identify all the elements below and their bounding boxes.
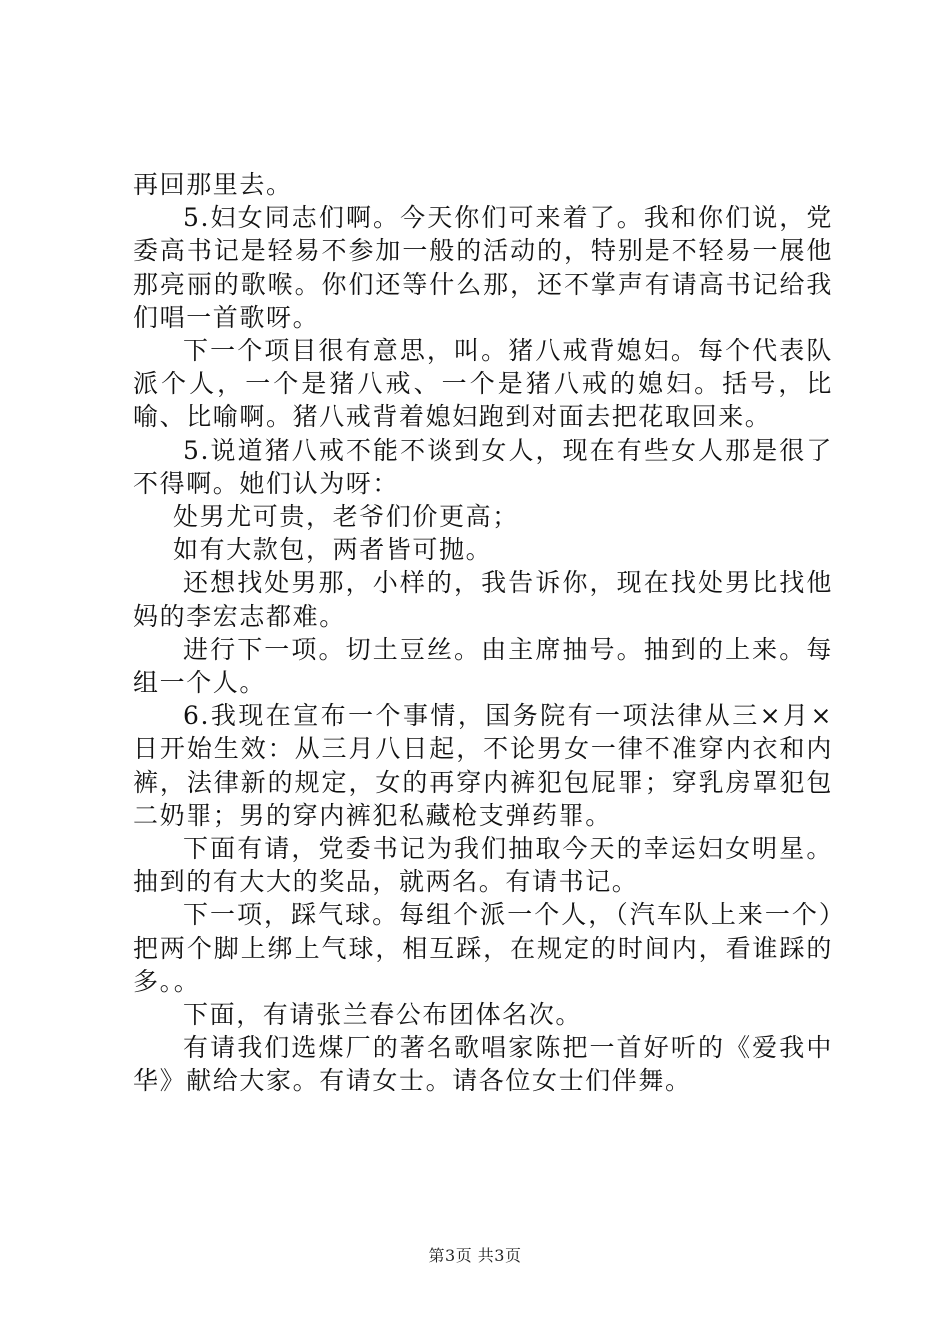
verse-line: 处男尤可贵，老爷们价更高； bbox=[173, 502, 519, 532]
paragraph: 5.妇女同志们啊。今天你们可来着了。我和你们说，党委高书记是轻易不参加一般的活动的，特别是不轻易一展他那亮丽的歌喉。你们还等什么那，还不掌声有请高书记给我们唱一首歌呀。 bbox=[133, 203, 833, 332]
paragraph: 再回那里去。 bbox=[133, 170, 293, 199]
paragraph: 有请我们选煤厂的著名歌唱家陈把一首好听的《爱我中华》献给大家。有请女士。请各位女士们伴舞。 bbox=[133, 1033, 833, 1096]
document-body bbox=[133, 168, 833, 1098]
paragraph: 下一个项目很有意思，叫。猪八戒背媳妇。每个代表队派个人，一个是猪八戒、一个是猪八戒的媳妇。括号，比喻、比喻啊。猪八戒背着媳妇跑到对面去把花取回来。 bbox=[133, 336, 833, 432]
paragraph: 5.说道猪八戒不能不谈到女人，现在有些女人那是很了不得啊。她们认为呀： bbox=[133, 435, 833, 498]
paragraph: 下面有请，党委书记为我们抽取今天的幸运妇女明星。抽到的有大大的奖品，就两名。有请书记。 bbox=[133, 834, 833, 897]
paragraph: 下面，有请张兰春公布团体名次。 bbox=[183, 1000, 583, 1030]
paragraph: 6.我现在宣布一个事情，国务院有一项法律从三×月×日开始生效：从三月八日起，不论男女一律不准穿内衣和内裤，法律新的规定，女的再穿内裤犯包屁罪；穿乳房罩犯包二奶罪；男的穿内裤犯私藏枪支弹药罪。 bbox=[133, 701, 833, 830]
paragraph: 还想找处男那，小样的，我告诉你，现在找处男比找他妈的李宏志都难。 bbox=[133, 568, 833, 631]
paragraph: 进行下一项。切土豆丝。由主席抽号。抽到的上来。每组一个人。 bbox=[133, 634, 833, 698]
paragraph: 下一项，踩气球。每组个派一个人，（汽车队上来一个）把两个脚上绑上气球，相互踩，在规定的时间内，看谁踩的多。。 bbox=[133, 900, 833, 996]
verse-line: 如有大款包，两者皆可抛。 bbox=[173, 535, 493, 565]
page-footer: 第3页 共3页 bbox=[428, 1246, 522, 1265]
